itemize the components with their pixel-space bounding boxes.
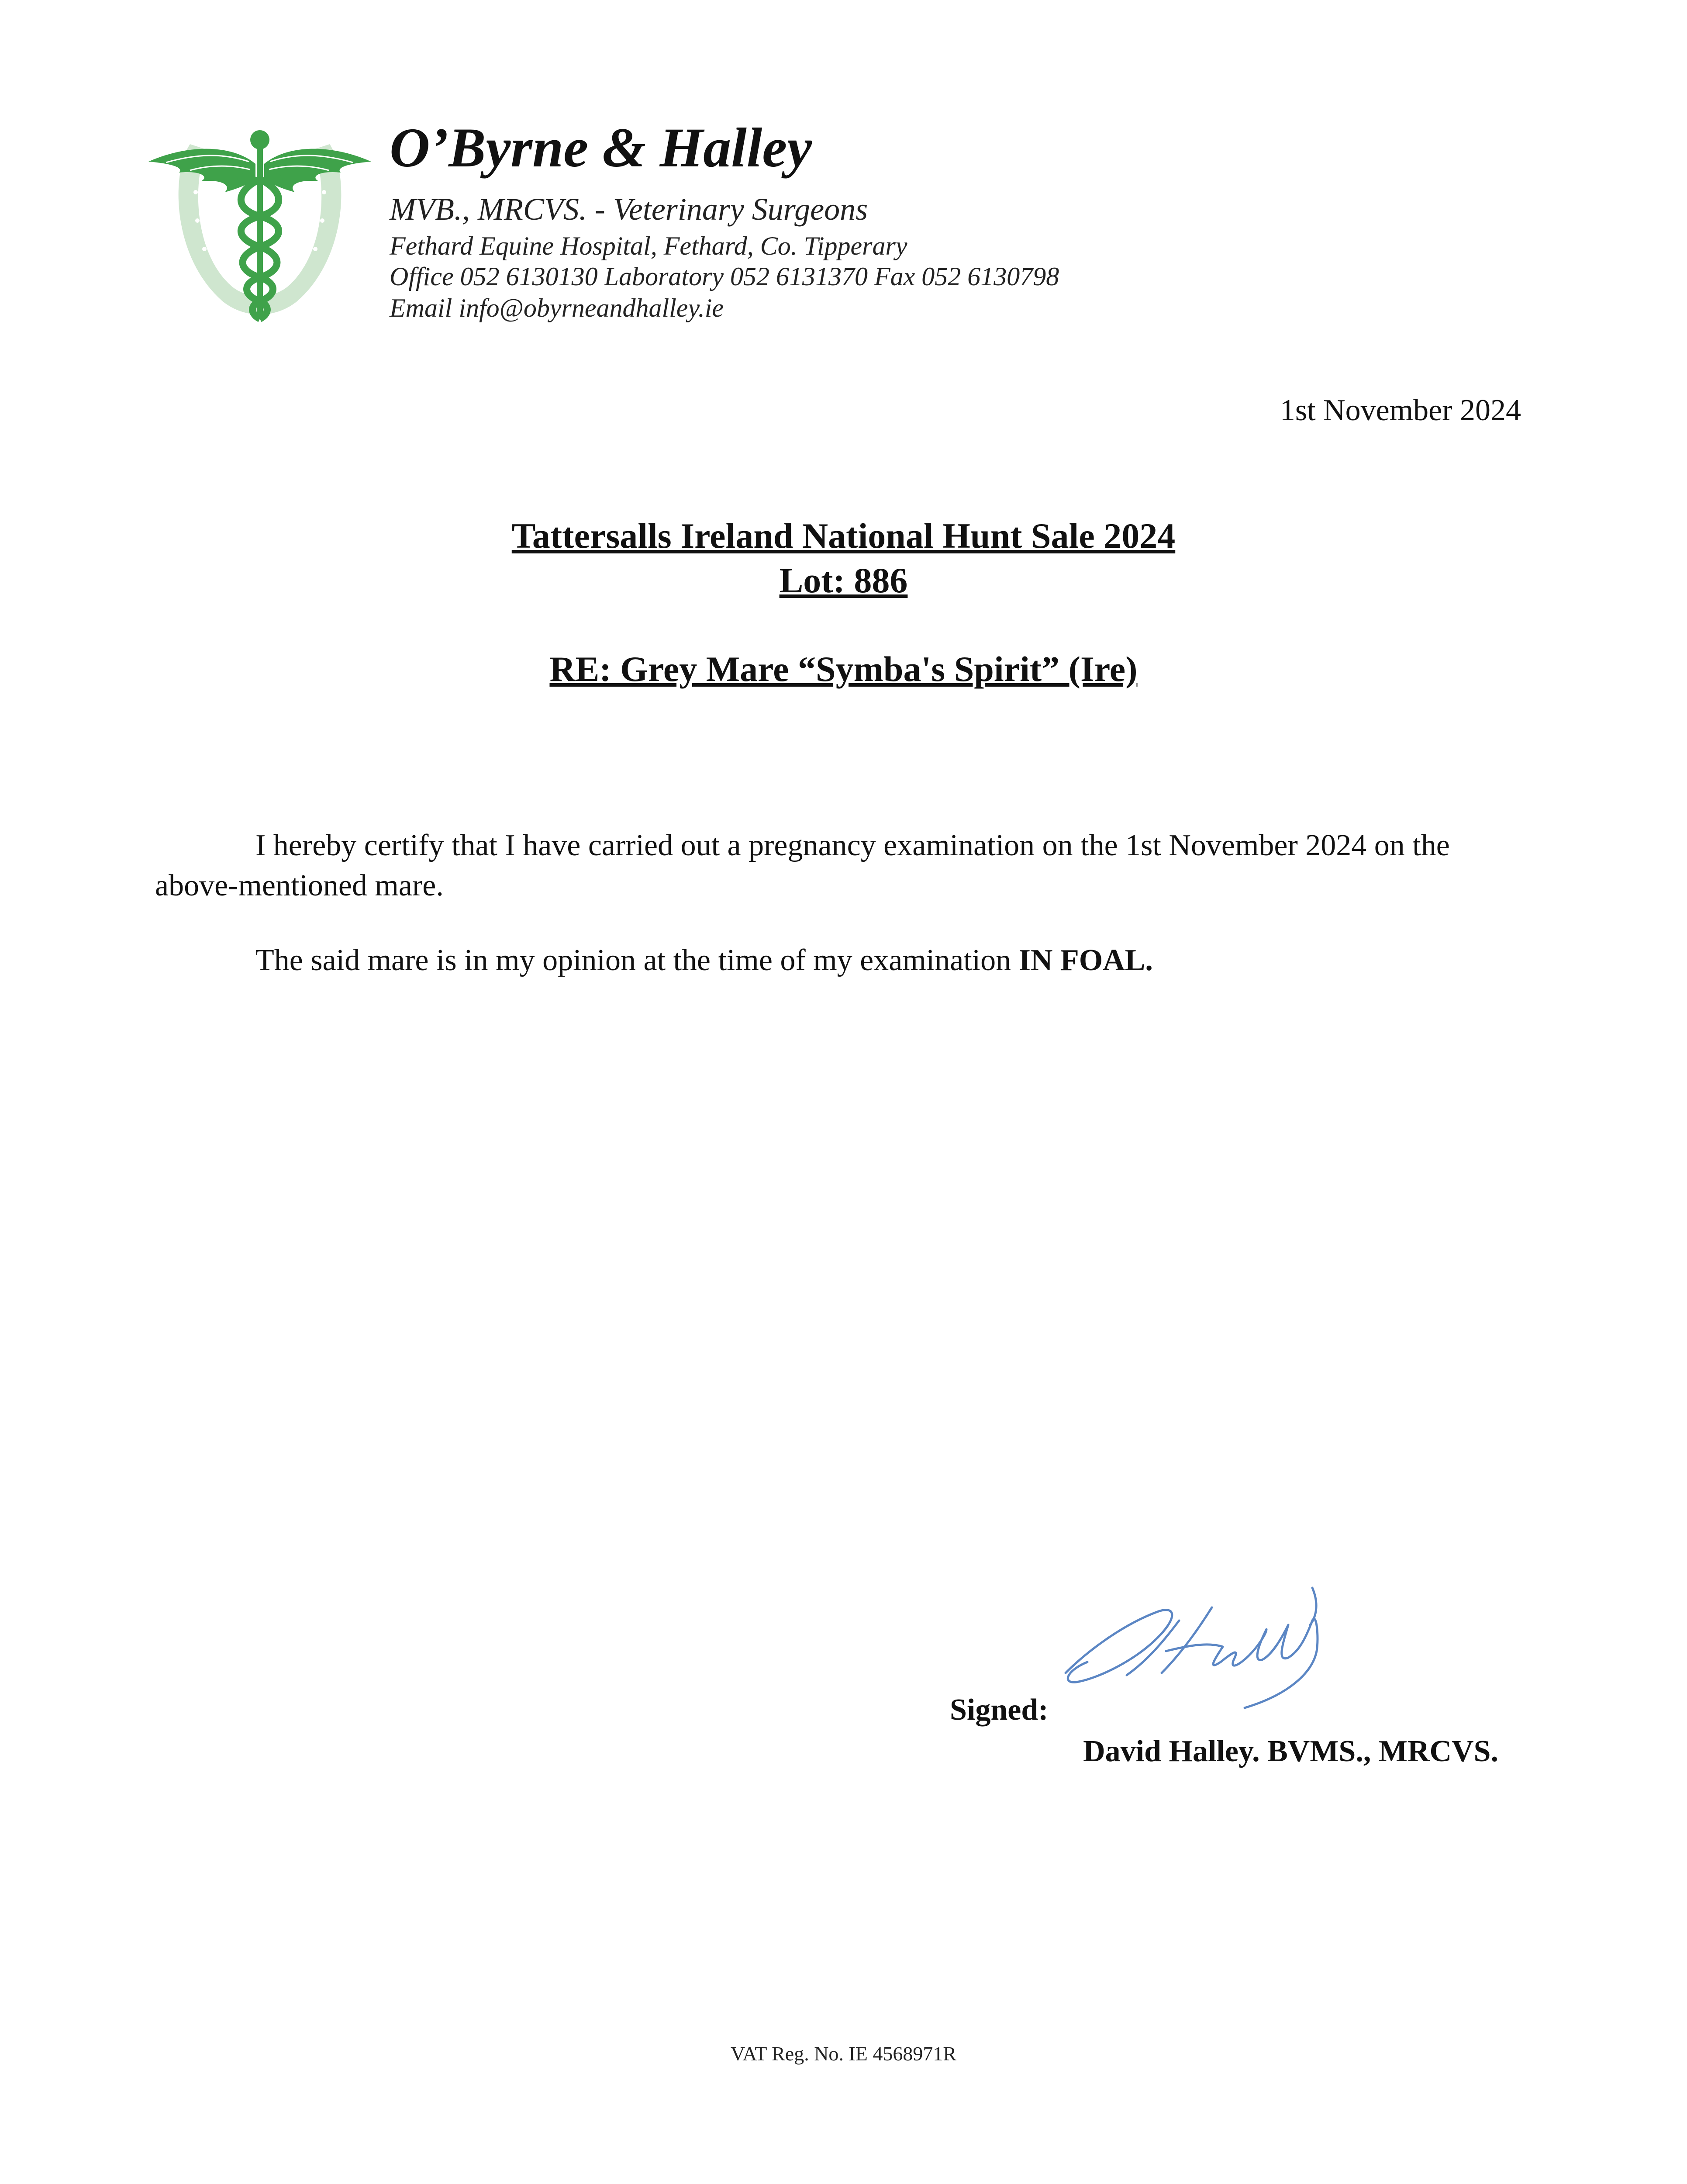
sale-heading: Tattersalls Ireland National Hunt Sale 2024 [511,516,1176,556]
firm-name: O’Byrne & Halley [390,117,812,179]
opinion-text: The said mare is in my opinion at the time of my examination [255,943,1019,977]
letter-date: 1st November 2024 [1280,394,1521,427]
firm-email: Email info@obyrneandhalley.ie [390,294,724,322]
firm-address: Fethard Equine Hospital, Fethard, Co. Tipperary [390,232,907,260]
re-heading: RE: Grey Mare “Symba's Spirit” (Ire) [549,649,1138,689]
caduceus-horseshoe-logo-icon [148,127,371,328]
firm-subtitle: MVB., MRCVS. - Veterinary Surgeons [390,192,868,227]
opinion-result: IN FOAL. [1018,943,1153,977]
handwritten-signature [1061,1572,1349,1721]
firm-phones: Office 052 6130130 Laboratory 052 6131370 Fax 052 6130798 [390,262,1059,291]
lot-heading: Lot: 886 [779,560,908,600]
signed-label: Signed: [950,1693,1049,1727]
signer-name: David Halley. BVMS., MRCVS. [1083,1735,1498,1768]
opinion-paragraph [155,940,1518,981]
certify-paragraph: I hereby certify that I have carried out a pregnancy examination on the 1st November 2024 on the above-mentioned mare. [155,829,1450,902]
vat-number: VAT Reg. No. IE 4568971R [730,2042,957,2065]
